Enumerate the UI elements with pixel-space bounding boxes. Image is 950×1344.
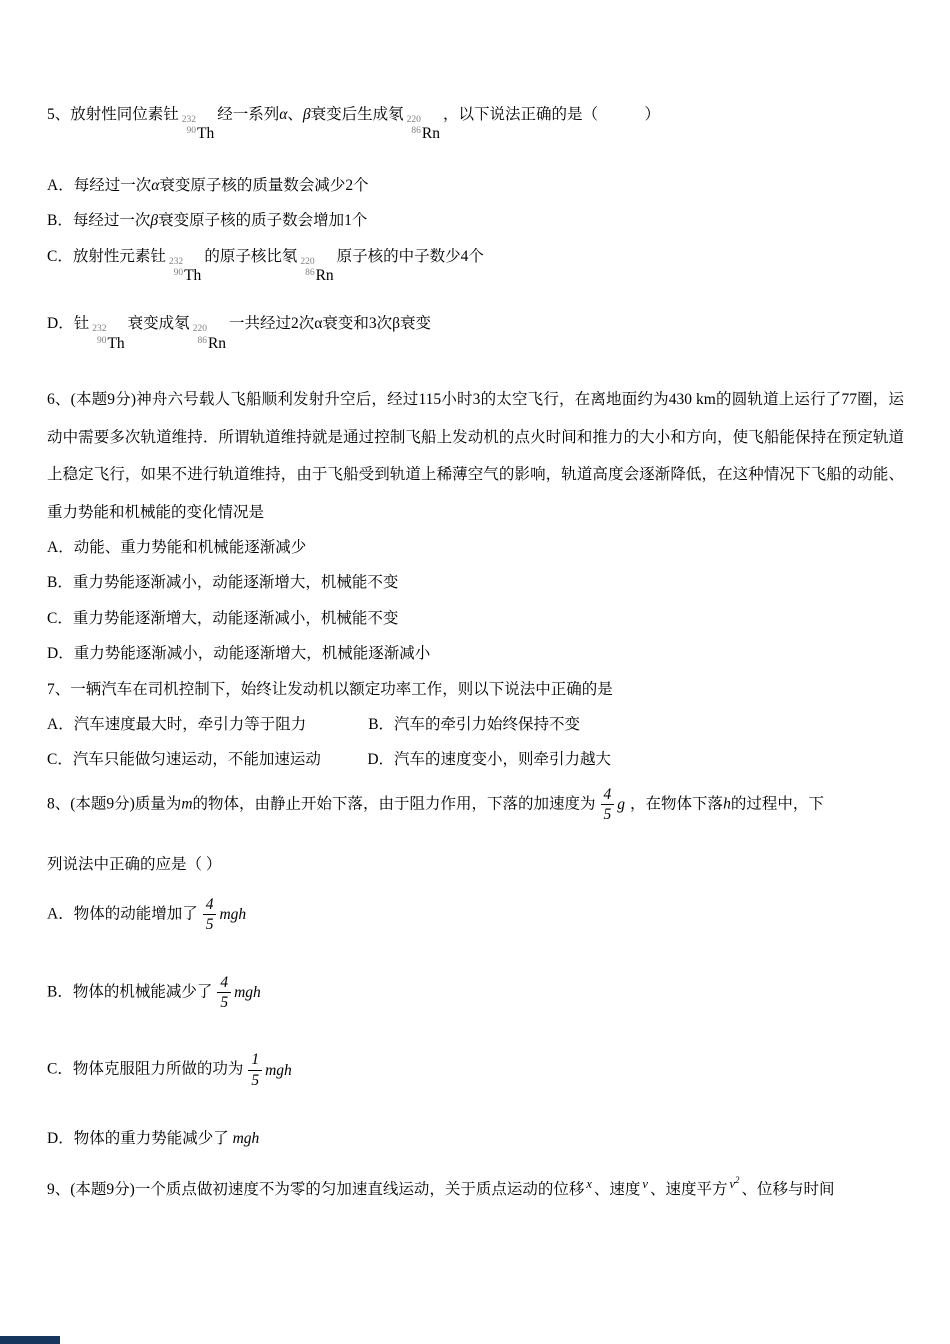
text-run: C．汽车只能做匀速运动，不能加速运动 D．汽车的速度变小，则牵引力越大	[47, 751, 612, 769]
footer-bar	[0, 1336, 60, 1344]
variable: v	[642, 1176, 648, 1191]
nuclide-notation	[407, 115, 440, 145]
superscript-variable	[642, 1177, 648, 1191]
fraction-stack	[601, 785, 615, 825]
nuclide-notation	[182, 115, 214, 145]
fraction-numerator: 4	[217, 973, 231, 993]
text-run: A．动能、重力势能和机械能逐渐减少	[47, 539, 307, 557]
text-run: ，在物体下落	[630, 795, 724, 813]
q6-stem	[47, 381, 904, 531]
text-run: 衰变原子核的质量数会减少2个	[159, 176, 369, 194]
text-run: ，以下说法正确的是（ ）	[443, 106, 661, 123]
variable: mgh	[232, 1130, 260, 1148]
text-run: C．重力势能逐渐增大，动能逐渐减小，机械能不变	[47, 609, 399, 627]
text-run: 、速度平方	[649, 1181, 728, 1199]
fraction-tail-variable: mgh	[219, 906, 247, 924]
q5-option-d	[47, 313, 904, 354]
element-symbol: Th	[197, 125, 215, 143]
text-run: A．汽车速度最大时，牵引力等于阻力 B．汽车的牵引力始终保持不变	[47, 715, 581, 733]
q5-option-b	[47, 210, 904, 231]
text-run: 列说法中正确的应是（ ）	[47, 856, 222, 874]
atomic-number: 90	[173, 267, 184, 278]
fraction-stack	[248, 1050, 262, 1090]
variable: v	[729, 1176, 736, 1191]
nuclide-notation	[300, 257, 333, 287]
superscript-variable	[586, 1177, 592, 1191]
text-run: 的物体，由静止开始下落，由于阻力作用，下落的加速度为	[192, 795, 596, 813]
text-run: 衰变后生成氡	[310, 106, 404, 123]
text-run: 、位移与时间	[741, 1181, 835, 1199]
fraction-numerator: 1	[248, 1050, 262, 1070]
text-run: 的过程中，下	[730, 795, 824, 813]
mass-number: 232	[92, 324, 107, 335]
text-run: D．物体的重力势能减少了	[47, 1130, 233, 1148]
variable: β	[302, 106, 311, 123]
fraction-tail-variable: g	[617, 795, 626, 813]
mass-number: 232	[168, 256, 184, 267]
fraction-tail-variable: mgh	[265, 1061, 292, 1079]
atomic-number: 86	[197, 335, 207, 346]
fraction-denominator: 5	[603, 806, 612, 824]
q5-option-a	[47, 175, 904, 196]
fraction-tail-variable: mgh	[234, 983, 261, 1001]
nuclide-notation	[169, 257, 201, 287]
element-symbol: Rn	[421, 125, 440, 143]
q5-option-c	[47, 246, 904, 287]
nuclide-notation	[92, 324, 124, 354]
q6-option-b	[47, 572, 904, 593]
text-run: 7、一辆汽车在司机控制下，始终让发动机以额定功率工作，则以下说法中正确的是	[47, 680, 613, 698]
element-symbol: Rn	[315, 266, 334, 284]
variable: h	[723, 795, 731, 813]
variable: x	[586, 1176, 592, 1191]
nuclide-numbers	[407, 115, 421, 138]
q8-option-d	[47, 1128, 904, 1149]
q8-stem-line1	[47, 785, 904, 825]
fraction-denominator: 5	[220, 993, 229, 1011]
text-run: B．每经过一次	[47, 212, 151, 230]
variable: β	[150, 212, 159, 230]
text-run: D．重力势能逐渐减小，动能逐渐增大，机械能逐渐减小	[47, 645, 431, 663]
mass-number: 220	[300, 256, 315, 267]
text-run: 一共经过2次α衰变和3次β衰变	[229, 315, 432, 333]
text-run: 5、放射性同位素钍	[47, 106, 179, 123]
text-run: C．放射性元素钍	[47, 247, 166, 265]
fraction-denominator: 5	[251, 1071, 260, 1089]
fraction-stack	[217, 973, 231, 1013]
text-run: 衰变原子核的质子数会增加1个	[158, 212, 368, 230]
exponent: 2	[735, 1174, 740, 1185]
text-run: B．物体的机械能减少了	[47, 983, 213, 1001]
fraction	[248, 1050, 291, 1090]
q8-option-a	[47, 895, 904, 935]
atomic-number: 86	[411, 126, 421, 137]
fraction	[203, 895, 246, 935]
element-symbol: Rn	[207, 334, 227, 352]
text-run: A．物体的动能增加了	[47, 905, 198, 923]
fraction-numerator: 4	[601, 785, 615, 805]
q6-option-c	[47, 608, 904, 629]
fraction-numerator: 4	[203, 895, 217, 915]
text-run: 经一系列	[217, 106, 280, 123]
text-run: 原子核的中子数少4个	[336, 247, 484, 265]
fraction-denominator: 5	[205, 916, 214, 934]
text-run: 衰变成氡	[127, 315, 190, 333]
q8-option-b	[47, 973, 904, 1013]
superscript-variable	[729, 1174, 740, 1191]
text-run: 、速度	[593, 1181, 641, 1199]
fraction	[601, 785, 626, 825]
nuclide-numbers	[92, 324, 106, 347]
q7-options-ab	[47, 714, 904, 735]
q5-stem	[47, 104, 904, 145]
text-run: D．钍	[47, 315, 90, 333]
nuclide-numbers	[193, 324, 207, 347]
nuclide-numbers	[182, 115, 196, 138]
q6-option-d	[47, 643, 904, 664]
text-run: 6、(本题9分)神舟六号载人飞船顺利发射升空后，经过115小时3的太空飞行，在离地面约为430 km的圆轨道上运行了77圈，运动中需要多次轨道维持．所谓轨道维持就是通过控制飞船上发动机的点火时间和推力的大小和方向，使飞船能保持在预定轨道上稳定飞行，如果不进行轨道维持，由于飞船受到轨道上稀薄空气的影响，轨道高度会逐渐降低，在这种情况下飞船的动能、重力势能和机械能的变化情况是	[47, 391, 904, 521]
variable: α	[279, 106, 288, 123]
q6-option-a	[47, 537, 904, 558]
atomic-number: 86	[305, 267, 315, 278]
text-run: 8、(本题9分)质量为	[47, 795, 182, 813]
nuclide-notation	[193, 324, 226, 354]
q8-option-c	[47, 1050, 904, 1090]
fraction	[217, 973, 260, 1013]
q9-stem	[47, 1173, 904, 1201]
mass-number: 220	[192, 324, 207, 335]
text-run: A．每经过一次	[47, 176, 152, 194]
element-symbol: Th	[184, 266, 202, 284]
mass-number: 220	[406, 115, 421, 125]
text-run: 、	[287, 106, 303, 123]
fraction-stack	[203, 895, 217, 935]
element-symbol: Th	[107, 334, 125, 352]
nuclide-numbers	[169, 257, 183, 280]
q8-stem-line2	[47, 854, 904, 875]
mass-number: 232	[181, 115, 197, 125]
variable: m	[181, 795, 193, 813]
variable: α	[151, 176, 160, 194]
text-run: B．重力势能逐渐减小，动能逐渐增大，机械能不变	[47, 574, 399, 592]
atomic-number: 90	[96, 335, 107, 346]
text-run: 的原子核比氡	[204, 247, 298, 265]
atomic-number: 90	[186, 126, 197, 137]
text-run: C．物体克服阻力所做的功为	[47, 1060, 244, 1078]
q7-stem	[47, 679, 904, 700]
nuclide-numbers	[300, 257, 314, 280]
text-run: 9、(本题9分)一个质点做初速度不为零的匀加速直线运动，关于质点运动的位移	[47, 1181, 585, 1199]
q7-options-cd	[47, 749, 904, 770]
